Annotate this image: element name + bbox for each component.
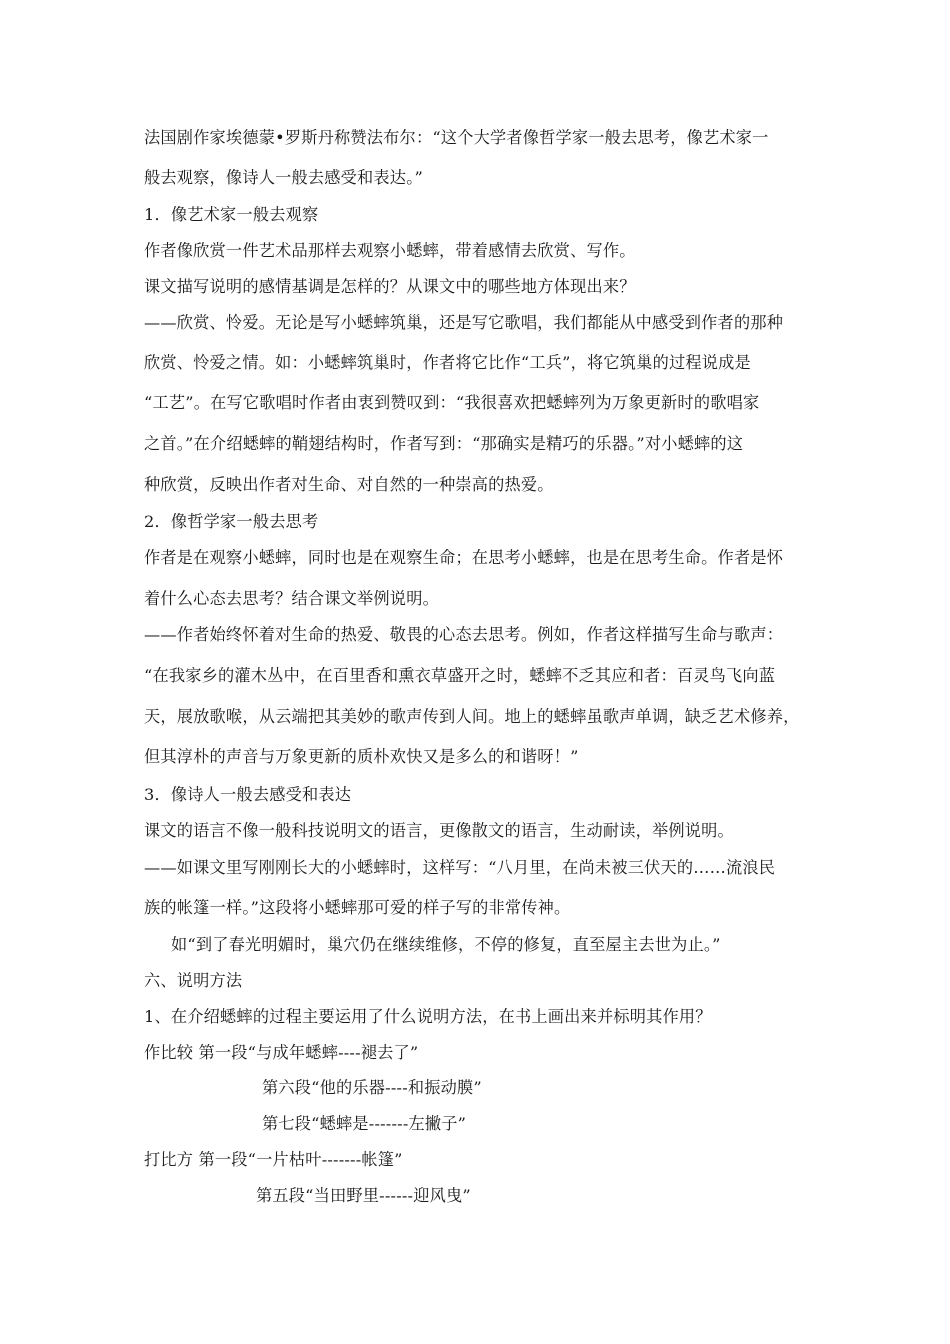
paragraph-line: 族的帐篷一样。”这段将小蟋蟀那可爱的样子写的非常传神。 (144, 898, 571, 917)
method-line: 第五段“当田野里------迎风曳” (256, 1186, 471, 1205)
paragraph-line: 之首。”在介绍蟋蟀的鞘翅结构时，作者写到：“那确实是精巧的乐器。”对小蟋蟀的这 (144, 434, 744, 453)
paragraph-line: ——欣赏、怜爱。无论是写小蟋蟀筑巢，还是写它歌唱，我们都能从中感受到作者的那种 (144, 313, 784, 332)
paragraph-line: 种欣赏，反映出作者对生命、对自然的一种崇高的热爱。 (144, 475, 554, 494)
question-line: 课文描写说明的感情基调是怎样的？从课文中的哪些地方体现出来？ (144, 277, 636, 296)
paragraph-line: 作者像欣赏一件艺术品那样去观察小蟋蟀，带着感情去欣赏、写作。 (144, 241, 636, 260)
paragraph-line: 着什么心态去思考？结合课文举例说明。 (144, 589, 439, 608)
paragraph-line: 法国剧作家埃德蒙•罗斯丹称赞法布尔：“这个大学者像哲学家一般去思考，像艺术家一 (144, 128, 769, 147)
paragraph-line: ——如课文里写刚刚长大的小蟋蟀时，这样写：“八月里，在尚未被三伏天的……流浪民 (144, 858, 776, 877)
paragraph-line: 天，展放歌喉，从云端把其美妙的歌声传到人间。地上的蟋蟀虽歌声单调，缺乏艺术修养， (144, 707, 800, 726)
section-heading: 1．像艺术家一般去观察 (144, 205, 319, 224)
paragraph-line: 般去观察，像诗人一般去感受和表达。” (144, 168, 423, 187)
paragraph-line: 如“到了春光明媚时，巢穴仍在继续维修，不停的修复，直至屋主去世为止。” (171, 935, 721, 954)
paragraph-line: 欣赏、怜爱之情。如：小蟋蟀筑巢时，作者将它比作“工兵”，将它筑巢的过程说成是 (144, 353, 751, 372)
method-line: 打比方 第一段“一片枯叶-------帐篷” (144, 1150, 403, 1169)
section-heading: 3．像诗人一般去感受和表达 (144, 785, 352, 804)
paragraph-line: “在我家乡的灌木丛中，在百里香和熏衣草盛开之时，蟋蟀不乏其应和者：百灵鸟飞向蓝 (144, 666, 776, 685)
method-line: 作比较 第一段“与成年蟋蟀----褪去了” (144, 1043, 419, 1062)
paragraph-line: 作者是在观察小蟋蟀，同时也是在观察生命；在思考小蟋蟀，也是在思考生命。作者是怀 (144, 548, 784, 567)
paragraph-line: 但其淳朴的声音与万象更新的质朴欢快又是多么的和谐呀！” (144, 747, 579, 766)
paragraph-line: 课文的语言不像一般科技说明文的语言，更像散文的语言，生动耐读，举例说明。 (144, 821, 734, 840)
method-line: 第六段“他的乐器----和振动膜” (262, 1078, 482, 1097)
paragraph-line: “工艺”。在写它歌唱时作者由衷到赞叹到：“我很喜欢把蟋蟀列为万象更新时的歌唱家 (144, 393, 760, 412)
section-heading: 六、说明方法 (144, 971, 243, 990)
paragraph-line: ——作者始终怀着对生命的热爱、敬畏的心态去思考。例如，作者这样描写生命与歌声： (144, 625, 784, 644)
method-line: 第七段“蟋蟀是-------左撇子” (262, 1114, 467, 1133)
question-line: 1、在介绍蟋蟀的过程主要运用了什么说明方法，在书上画出来并标明其作用？ (144, 1007, 712, 1026)
section-heading: 2．像哲学家一般去思考 (144, 512, 319, 531)
